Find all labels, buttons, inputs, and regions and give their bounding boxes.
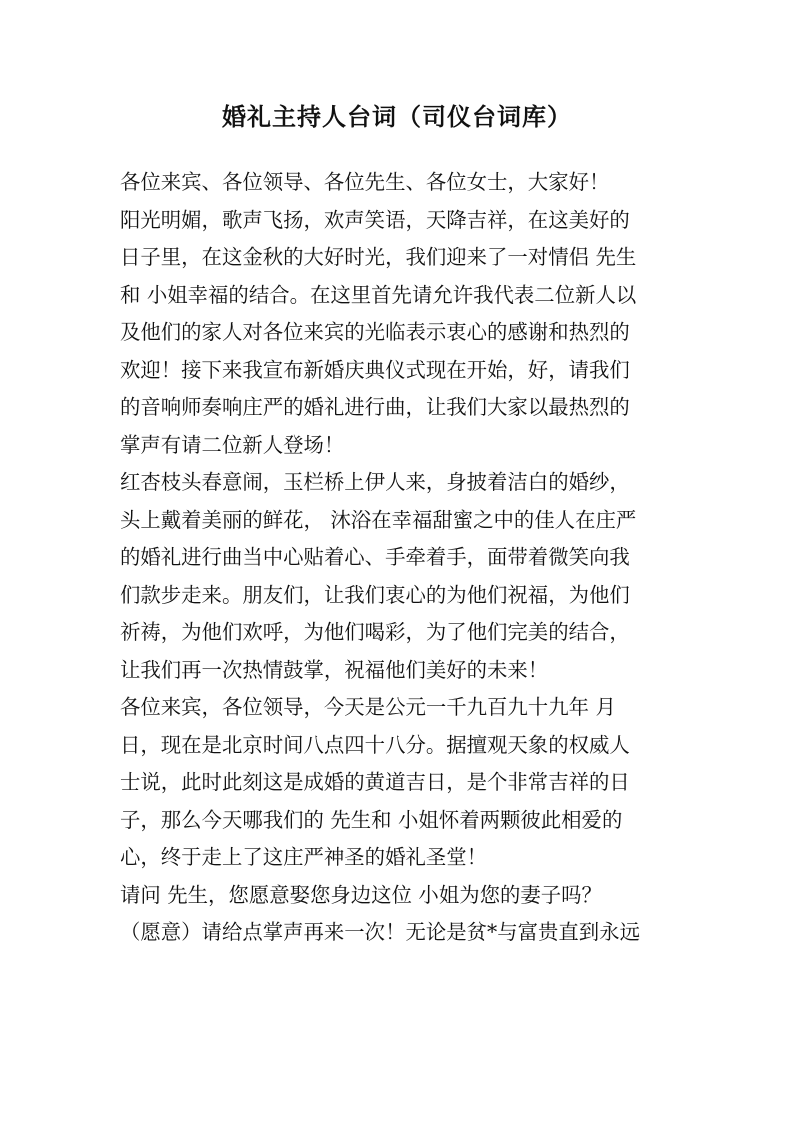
text-line: 掌声有请二位新人登场！ <box>120 432 345 457</box>
document-body <box>120 164 672 952</box>
text-line: （愿意）请给点掌声再来一次！无论是贫*与富贵直到永远 <box>120 920 640 944</box>
text-line: 阳光明媚，歌声飞扬，欢声笑语，天降吉祥，在这美好的 <box>120 207 630 232</box>
text-line: 请问 先生，您愿意娶您身边这位 小姐为您的妻子吗？ <box>120 882 602 907</box>
text-line: 们款步走来。朋友们，让我们衷心的为他们祝福，为他们 <box>120 582 630 607</box>
text-line: 欢迎！接下来我宣布新婚庆典仪式现在开始，好，请我们 <box>120 357 630 382</box>
text-line: 头上戴着美丽的鲜花， 沐浴在幸福甜蜜之中的佳人在庄严 <box>120 507 637 532</box>
text-line: 及他们的家人对各位来宾的光临表示衷心的感谢和热烈的 <box>120 320 630 344</box>
text-line: 各位来宾、各位领导、各位先生、各位女士，大家好！ <box>120 170 610 194</box>
text-line: 日子里，在这金秋的大好时光，我们迎来了一对情侣 先生 <box>120 245 637 269</box>
text-line: 日，现在是北京时间八点四十八分。据擅观天象的权威人 <box>120 732 630 757</box>
text-line: 和 小姐幸福的结合。在这里首先请允许我代表二位新人以 <box>120 282 637 307</box>
text-line: 的音响师奏响庄严的婚礼进行曲，让我们大家以最热烈的 <box>120 395 630 419</box>
text-line: 的婚礼进行曲当中心贴着心、手牵着手，面带着微笑向我 <box>120 545 630 569</box>
text-line: 士说，此时此刻这是成婚的黄道吉日，是个非常吉祥的日 <box>120 770 630 794</box>
document-title: 婚礼主持人台词（司仪台词库） <box>222 102 572 131</box>
text-line: 让我们再一次热情鼓掌，祝福他们美好的未来！ <box>120 657 549 682</box>
text-line: 红杏枝头春意闹，玉栏桥上伊人来，身披着洁白的婚纱， <box>120 470 630 494</box>
text-line: 子，那么今天哪我们的 先生和 小姐怀着两颗彼此相爱的 <box>120 807 623 832</box>
text-line: 心，终于走上了这庄严神圣的婚礼圣堂！ <box>120 845 488 869</box>
text-line: 祈祷，为他们欢呼，为他们喝彩，为了他们完美的结合， <box>120 620 630 644</box>
text-line: 各位来宾，各位领导，今天是公元一千九百九十九年 月 <box>120 695 616 719</box>
